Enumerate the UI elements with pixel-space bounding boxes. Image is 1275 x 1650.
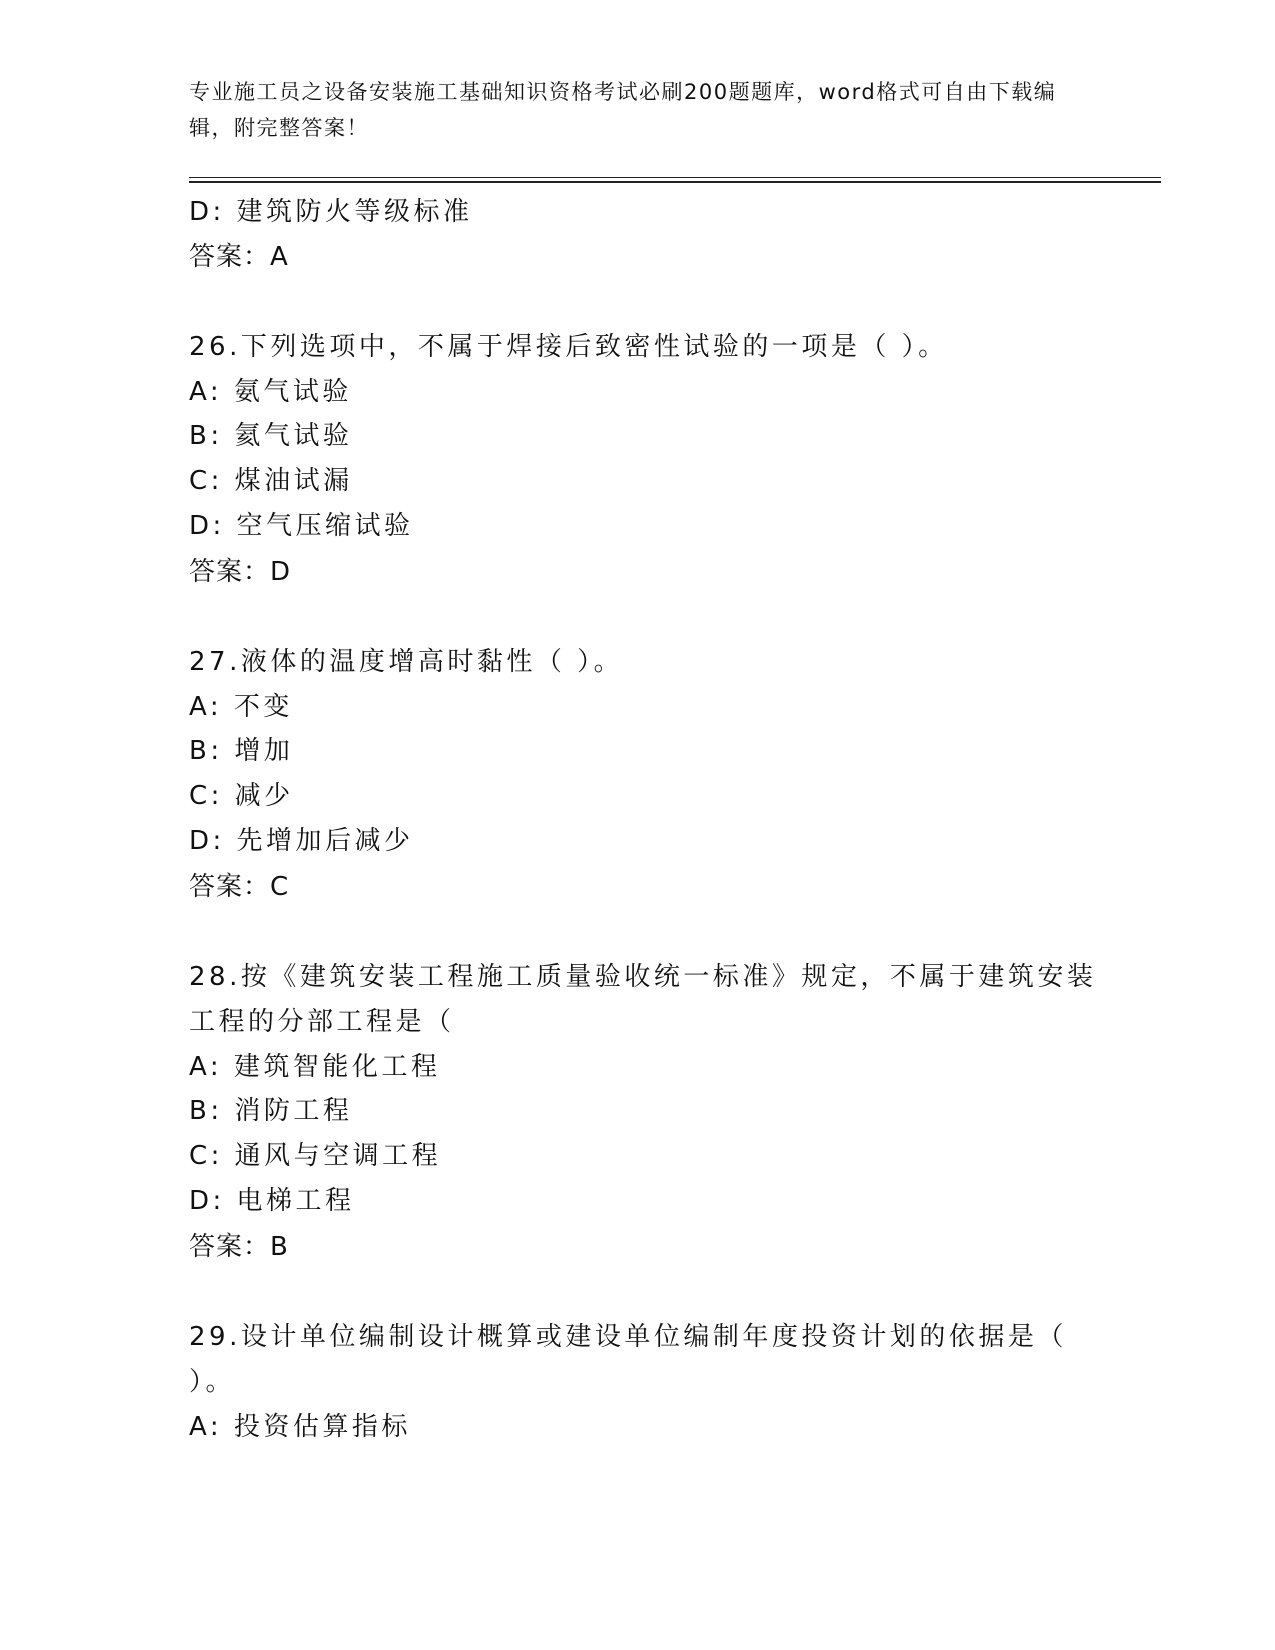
q26-answer: 答案：D <box>189 557 292 587</box>
q27-option-c: C: 减少 <box>189 781 294 811</box>
q27-answer: 答案：C <box>189 872 290 902</box>
q27-option-a: A: 不变 <box>189 692 293 722</box>
q26-option-a: A: 氨气试验 <box>189 377 352 407</box>
q26-option-d: D: 空气压缩试验 <box>189 511 414 541</box>
document-header: 专业施工员之设备安装施工基础知识资格考试必刷200题题库，word格式可自由下载编辑，附完整答案！ <box>189 80 1057 140</box>
q29-option-a: A: 投资估算指标 <box>189 1412 411 1442</box>
q25-option-d: D: 建筑防火等级标准 <box>189 197 473 227</box>
q28-answer: 答案：B <box>189 1232 289 1262</box>
header-divider-thick <box>189 181 1161 183</box>
q27-option-b: B: 增加 <box>189 736 294 766</box>
q29-question-line1: 29.设计单位编制设计概算或建设单位编制年度投资计划的依据是（ <box>189 1322 1067 1352</box>
q26-option-c: C: 煤油试漏 <box>189 466 353 496</box>
q28-option-a: A: 建筑智能化工程 <box>189 1052 441 1082</box>
q29-question-line2: ）。 <box>189 1367 236 1397</box>
q28-option-d: D: 电梯工程 <box>189 1186 355 1216</box>
q27-option-d: D: 先增加后减少 <box>189 826 414 856</box>
q28-question-line1: 28.按《建筑安装工程施工质量验收统一标准》规定，不属于建筑安装 <box>189 962 1097 992</box>
q27-question: 27.液体的温度增高时黏性（ ）。 <box>189 647 624 677</box>
q28-option-c: C: 通风与空调工程 <box>189 1141 442 1171</box>
q25-answer: 答案：A <box>189 242 289 272</box>
q28-option-b: B: 消防工程 <box>189 1096 353 1126</box>
q26-question: 26.下列选项中，不属于焊接后致密性试验的一项是（ ）。 <box>189 332 948 362</box>
q26-option-b: B: 氦气试验 <box>189 421 353 451</box>
header-divider-thin <box>189 177 1161 178</box>
q28-question-line2: 工程的分部工程是（ <box>189 1007 455 1037</box>
